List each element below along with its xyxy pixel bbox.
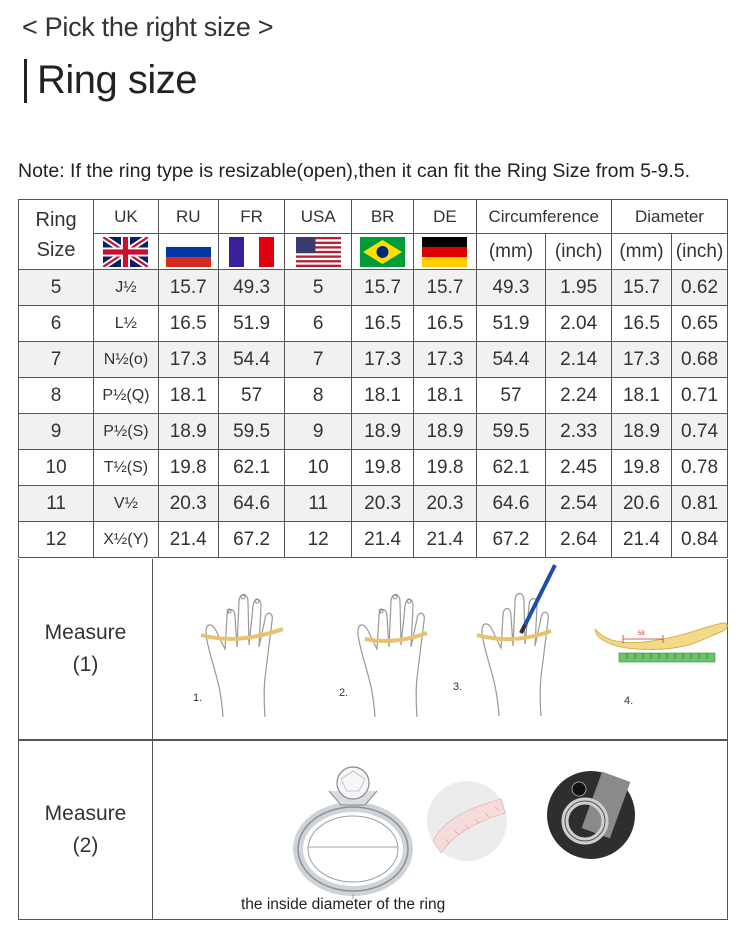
- table-cell: 2.54: [546, 486, 612, 522]
- table-cell: 15.7: [611, 270, 671, 306]
- header-uk: UK: [94, 200, 158, 234]
- table-cell: 15.7: [414, 270, 476, 306]
- table-cell: 7: [285, 342, 352, 378]
- table-row: [19, 450, 728, 486]
- table-cell: 49.3: [476, 270, 546, 306]
- table-cell: 19.8: [351, 450, 413, 486]
- diameter-mm-header: (mm): [611, 234, 671, 270]
- header-usa: USA: [285, 200, 352, 234]
- table-cell: 21.4: [611, 522, 671, 558]
- table-cell: 64.6: [218, 486, 285, 522]
- table-cell: 18.1: [158, 378, 218, 414]
- table-cell: 18.1: [611, 378, 671, 414]
- table-cell: 0.71: [672, 378, 728, 414]
- step-4-number: 4.: [624, 695, 634, 707]
- measuring-tape-photo: [425, 779, 509, 863]
- header-circumference: Circumference: [476, 200, 611, 234]
- table-cell: 10: [19, 450, 94, 486]
- ring-sizer-photo: [545, 769, 637, 861]
- table-cell: 51.9: [476, 306, 546, 342]
- table-cell: 2.14: [546, 342, 612, 378]
- table-cell: 2.45: [546, 450, 612, 486]
- table-cell: 62.1: [476, 450, 546, 486]
- table-cell: 2.04: [546, 306, 612, 342]
- table-cell: 15.7: [158, 270, 218, 306]
- table-cell: 21.4: [351, 522, 413, 558]
- table-cell: 12: [19, 522, 94, 558]
- table-cell: 0.65: [672, 306, 728, 342]
- table-cell: 18.1: [351, 378, 413, 414]
- ruler-step-4-illustration: [593, 617, 733, 667]
- table-cell: 20.6: [611, 486, 671, 522]
- table-cell: 0.68: [672, 342, 728, 378]
- ring-diameter-caption: the inside diameter of the ring: [241, 896, 446, 913]
- ru-flag-cell: [158, 234, 218, 270]
- header-ring-size-label: Ring Size: [35, 208, 77, 261]
- table-cell: 67.2: [476, 522, 546, 558]
- table-cell: N½(o): [94, 342, 158, 378]
- header-fr: FR: [218, 200, 285, 234]
- table-cell: X½(Y): [94, 522, 158, 558]
- table-cell: 7: [19, 342, 94, 378]
- hand-step-1-illustration: [193, 577, 303, 727]
- table-cell: 16.5: [414, 306, 476, 342]
- table-row: [19, 306, 728, 342]
- table-cell: 8: [19, 378, 94, 414]
- table-cell: 51.9: [218, 306, 285, 342]
- table-cell: 21.4: [414, 522, 476, 558]
- table-cell: 0.74: [672, 414, 728, 450]
- table-cell: 10: [285, 450, 352, 486]
- table-row: [19, 486, 728, 522]
- resizable-note: Note: If the ring type is resizable(open),then it can fit the Ring Size from 5-9.5.: [18, 160, 690, 182]
- size-rows: [19, 270, 728, 558]
- uk-flag-cell: [94, 234, 158, 270]
- table-cell: 16.5: [351, 306, 413, 342]
- step-1-number: 1.: [193, 692, 203, 704]
- table-cell: 6: [285, 306, 352, 342]
- table-cell: 18.9: [611, 414, 671, 450]
- header: [22, 12, 273, 43]
- title-accent-bar: [24, 59, 27, 103]
- title-row: [24, 58, 197, 103]
- br-flag-cell: [351, 234, 413, 270]
- france-flag-icon: [229, 237, 274, 267]
- measure-1-label-title: Measure: [44, 621, 127, 644]
- table-cell: 11: [285, 486, 352, 522]
- measure-1-illustrations: [153, 559, 727, 739]
- table-cell: 5: [19, 270, 94, 306]
- ruler-mark-label: 58: [638, 631, 645, 637]
- header-ru: RU: [158, 200, 218, 234]
- header-diameter: Diameter: [611, 200, 727, 234]
- table-cell: 6: [19, 306, 94, 342]
- step-3-number: 3.: [453, 681, 463, 693]
- table-cell: 2.64: [546, 522, 612, 558]
- brazil-flag-icon: [360, 237, 405, 267]
- table-cell: 20.3: [351, 486, 413, 522]
- circumference-mm-header: (mm): [476, 234, 546, 270]
- ring-illustration: [283, 749, 423, 899]
- table-cell: L½: [94, 306, 158, 342]
- table-cell: 54.4: [476, 342, 546, 378]
- hand-step-3-illustration: [469, 561, 579, 726]
- header-de: DE: [414, 200, 476, 234]
- table-cell: 20.3: [158, 486, 218, 522]
- measure-1-label-number: (1): [72, 653, 99, 676]
- table-cell: 9: [19, 414, 94, 450]
- usa-flag-icon: [296, 237, 341, 267]
- hand-step-2-illustration: [345, 577, 455, 727]
- table-row: [19, 270, 728, 306]
- measure-2-label-number: (2): [72, 834, 99, 857]
- table-cell: 59.5: [476, 414, 546, 450]
- table-cell: 17.3: [414, 342, 476, 378]
- uk-flag-icon: [103, 237, 148, 267]
- table-cell: 17.3: [611, 342, 671, 378]
- table-cell: 1.95: [546, 270, 612, 306]
- table-cell: 16.5: [611, 306, 671, 342]
- header-ring-size: [19, 200, 94, 270]
- table-row: [19, 522, 728, 558]
- measure-1-label: [19, 559, 153, 739]
- table-cell: 17.3: [351, 342, 413, 378]
- table-cell: 15.7: [351, 270, 413, 306]
- step-2-number: 2.: [339, 687, 349, 699]
- table-row: [19, 414, 728, 450]
- table-cell: 18.9: [351, 414, 413, 450]
- table-cell: 67.2: [218, 522, 285, 558]
- table-cell: 62.1: [218, 450, 285, 486]
- table-cell: 9: [285, 414, 352, 450]
- table-cell: 17.3: [158, 342, 218, 378]
- table-row: [19, 342, 728, 378]
- table-cell: P½(S): [94, 414, 158, 450]
- measure-2-section: [18, 740, 728, 920]
- table-cell: 18.1: [414, 378, 476, 414]
- table-cell: 5: [285, 270, 352, 306]
- table-cell: T½(S): [94, 450, 158, 486]
- table-cell: 54.4: [218, 342, 285, 378]
- measure-2-label-title: Measure: [44, 802, 127, 825]
- table-cell: 19.8: [414, 450, 476, 486]
- circumference-inch-header: (inch): [546, 234, 612, 270]
- table-cell: 2.24: [546, 378, 612, 414]
- table-cell: 19.8: [158, 450, 218, 486]
- germany-flag-icon: [422, 237, 467, 267]
- ring-size-table: [18, 199, 728, 558]
- de-flag-cell: [414, 234, 476, 270]
- measure-2-label: [19, 741, 153, 919]
- fr-flag-cell: [218, 234, 285, 270]
- page-title: Ring size: [37, 58, 198, 102]
- header-br: BR: [351, 200, 413, 234]
- table-cell: 49.3: [218, 270, 285, 306]
- table-cell: 11: [19, 486, 94, 522]
- kicker-text: < Pick the right size >: [22, 12, 274, 42]
- table-cell: 0.81: [672, 486, 728, 522]
- table-cell: 0.62: [672, 270, 728, 306]
- table-cell: 8: [285, 378, 352, 414]
- table-row: [19, 378, 728, 414]
- table-cell: 0.78: [672, 450, 728, 486]
- measure-1-section: [18, 559, 728, 740]
- table-cell: P½(Q): [94, 378, 158, 414]
- table-cell: 57: [218, 378, 285, 414]
- table-cell: J½: [94, 270, 158, 306]
- table-cell: 18.9: [158, 414, 218, 450]
- table-cell: 19.8: [611, 450, 671, 486]
- table-cell: 21.4: [158, 522, 218, 558]
- table-cell: 20.3: [414, 486, 476, 522]
- usa-flag-cell: [285, 234, 352, 270]
- diameter-inch-header: (inch): [672, 234, 728, 270]
- table-cell: 18.9: [414, 414, 476, 450]
- measure-2-illustrations: [153, 741, 727, 919]
- russia-flag-icon: [166, 237, 211, 267]
- table-cell: 2.33: [546, 414, 612, 450]
- table-cell: V½: [94, 486, 158, 522]
- table-cell: 0.84: [672, 522, 728, 558]
- table-cell: 16.5: [158, 306, 218, 342]
- table-cell: 12: [285, 522, 352, 558]
- table-cell: 57: [476, 378, 546, 414]
- table-cell: 64.6: [476, 486, 546, 522]
- table-cell: 59.5: [218, 414, 285, 450]
